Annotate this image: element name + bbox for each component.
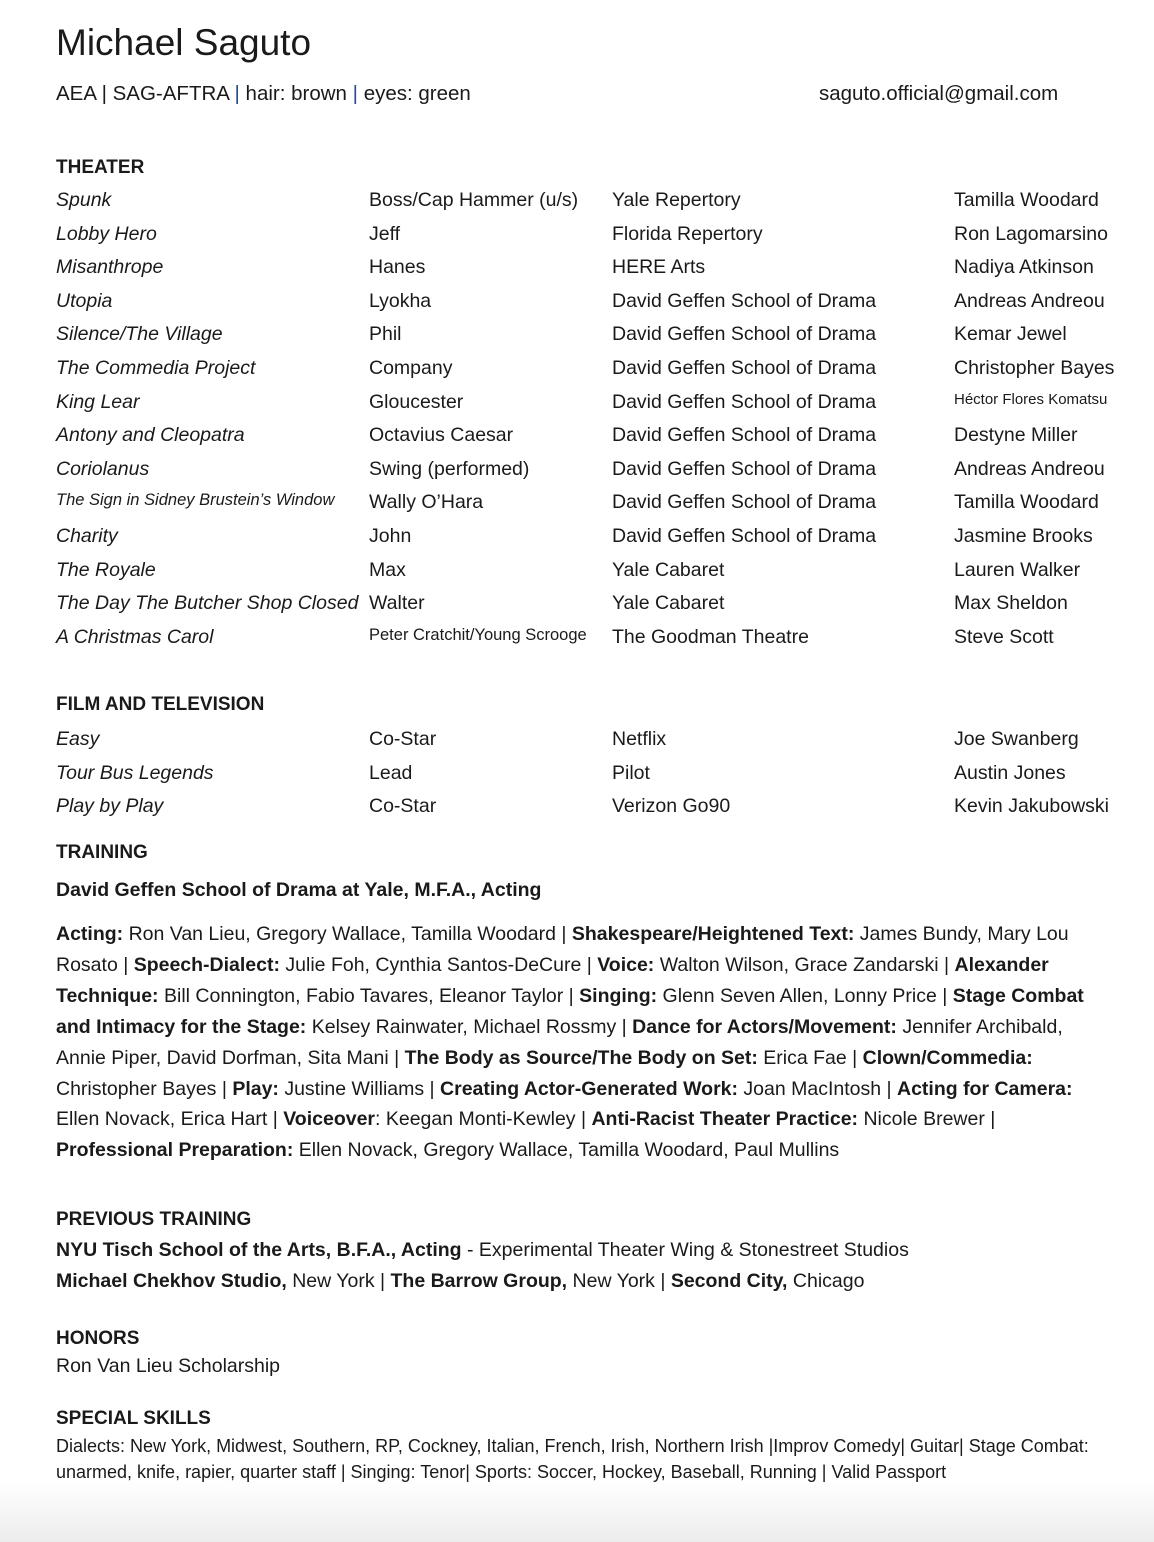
actor-name: Michael Saguto [56,22,312,63]
credit-venue: The Goodman Theatre [612,625,809,648]
credit-row [0,290,1154,320]
credit-row [0,256,1154,286]
training-category: Acting: [56,923,124,945]
credit-row [0,728,1154,758]
credit-director: Steve Scott [954,625,1054,648]
credit-director: Ron Lagomarsino [954,222,1108,245]
credit-row [0,559,1154,589]
credit-venue: Verizon Go90 [612,795,731,818]
credit-row [0,491,1154,521]
training-category: Creating Actor-Generated Work: [440,1077,738,1100]
credit-director: Nadiya Atkinson [954,256,1094,279]
training-category: Anti-Racist Theater Practice: [591,1108,859,1131]
training-category: Dance for Actors/Movement: [632,1015,897,1038]
credit-director: Austin Jones [954,761,1066,784]
training-instructors: Ron Van Lieu, Gregory Wallace, Tamilla Woodard | [123,923,572,945]
credit-venue: Yale Repertory [612,189,741,211]
theater-heading: THEATER [56,157,145,178]
credit-row [0,223,1154,253]
credit-role: Wally O’Hara [369,491,484,514]
page-bottom-shadow [0,1482,1154,1542]
credit-role: John [369,525,412,547]
credit-title: Lobby Hero [56,222,157,245]
skills-heading: SPECIAL SKILLS [56,1408,211,1429]
credit-row [0,458,1154,488]
credit-title: Misanthrope [56,256,164,279]
previous-training-studios [56,1270,864,1293]
credit-director: Destyne Miller [954,424,1078,447]
credit-venue: David Geffen School of Drama [612,457,877,480]
credit-venue: Pilot [612,761,650,784]
credit-role: Lyokha [369,289,432,312]
nyu-school: NYU Tisch School of the Arts, B.F.A., Acting [56,1239,462,1261]
actor-stats [56,82,471,106]
separator: | [101,82,113,105]
training-instructors: Walton Wilson, Grace Zandarski | [654,953,955,976]
credit-row [0,795,1154,825]
training-instructors: Ellen Novack, Erica Hart | [56,1108,284,1131]
credit-title: Easy [56,728,100,750]
training-school: David Geffen School of Drama at Yale, M.F.A., Acting [56,879,542,901]
union-sag: SAG-AFTRA [112,82,235,105]
training-category: Play: [232,1077,279,1100]
training-instructors: Justine Williams | [278,1077,441,1100]
credit-director: Andreas Andreou [954,289,1105,312]
credit-title: The Royale [56,558,156,581]
credit-director: Lauren Walker [954,558,1081,581]
credit-role: Peter Cratchit/Young Scrooge [369,625,587,644]
credit-venue: David Geffen School of Drama [612,491,877,514]
previous-training-nyu [56,1239,909,1262]
credit-title: Antony and Cleopatra [56,424,245,447]
credit-row [0,424,1154,454]
training-instructors: Kelsey Rainwater, Michael Rossmy | [306,1015,633,1038]
credit-role: Co-Star [369,728,437,750]
credit-title: Coriolanus [56,457,150,480]
credit-row [0,626,1154,656]
training-category: Shakespeare/Heightened Text: [571,923,855,945]
credit-director: Héctor Flores Komatsu [954,390,1108,408]
training-instructors: Erica Fae | [757,1046,863,1069]
barrow-group: The Barrow Group, [390,1270,568,1292]
credit-venue: David Geffen School of Drama [612,424,877,447]
credit-role: Walter [369,592,425,615]
training-instructors: Nicole Brewer | [858,1108,996,1131]
credit-role: Jeff [369,222,401,245]
credit-director: Jasmine Brooks [954,525,1093,547]
training-instructors: Christopher Bayes | [56,1077,233,1100]
training-instructors: Julie Foh, Cynthia Santos-DeCure | [280,953,598,976]
credit-director: Christopher Bayes [954,357,1115,379]
training-category: Alexander Technique: [56,953,1049,1007]
training-instructors: Glenn Seven Allen, Lonny Price | [657,984,953,1007]
training-category: Speech-Dialect: [133,953,280,976]
credit-title: The Commedia Project [56,357,256,379]
credit-director: Kevin Jakubowski [954,795,1109,818]
credit-director: Tamilla Woodard [954,491,1099,514]
credit-row [0,323,1154,353]
training-instructors: James Bundy, Mary Lou Rosato | [56,923,1069,976]
credit-director: Max Sheldon [954,592,1068,615]
credit-venue: David Geffen School of Drama [612,289,877,312]
barrow-location: New York | [567,1270,671,1292]
credit-title: Tour Bus Legends [56,761,214,784]
second-city-location: Chicago [787,1270,865,1292]
credit-director: Kemar Jewel [954,323,1067,346]
credit-director: Andreas Andreou [954,457,1105,480]
training-category: Professional Preparation: [56,1139,294,1162]
credit-venue: David Geffen School of Drama [612,390,877,413]
credit-venue: HERE Arts [612,256,706,279]
skills-text: Dialects: New York, Midwest, Southern, RP, Cockney, Italian, French, Irish, Northern Irish |Improv Comedy| Guitar| Stage Combat: unarmed, knife, rapier, quarter staff | Singing: Tenor| Sports: Soccer, Hockey, Baseball, Running | Valid Passport [56,1436,1089,1482]
hair-color: hair: brown [245,82,353,105]
credit-role: Lead [369,761,413,784]
credit-role: Max [369,558,406,581]
honors-heading: HONORS [56,1328,140,1349]
credit-venue: David Geffen School of Drama [612,525,877,547]
training-category: Voice: [597,953,655,976]
training-instructors: Jennifer Archibald, Annie Piper, David Dorfman, Sita Mani | [56,1015,1063,1069]
credit-title: The Day The Butcher Shop Closed [56,592,359,615]
training-category: The Body as Source/The Body on Set: [404,1046,758,1069]
training-category: Clown/Commedia: [862,1046,1033,1069]
credit-row [0,189,1154,219]
credit-title: King Lear [56,390,140,413]
credit-venue: David Geffen School of Drama [612,323,877,346]
credit-role: Phil [369,323,402,346]
training-instructors: : Keegan Monti-Kewley | [375,1108,592,1131]
credit-row [0,391,1154,421]
training-category: Stage Combat and Intimacy for the Stage: [56,984,1084,1038]
nyu-details: - Experimental Theater Wing & Stonestreet Studios [461,1239,909,1261]
training-instructors: Joan MacIntosh | [738,1077,897,1100]
credit-title: The Sign in Sidney Brustein’s Window [56,491,335,510]
credit-title: Silence/The Village [56,323,223,346]
credit-role: Boss/Cap Hammer (u/s) [369,189,579,211]
credit-title: Play by Play [56,795,164,818]
credit-role: Hanes [369,256,426,279]
credit-title: A Christmas Carol [56,625,214,648]
film-heading: FILM AND TELEVISION [56,694,265,715]
credit-venue: Yale Cabaret [612,558,725,581]
email-address[interactable]: saguto.official@gmail.com [819,82,1059,105]
credit-venue: David Geffen School of Drama [612,357,877,379]
credit-row [0,592,1154,622]
credit-role: Co-Star [369,795,437,818]
credit-role: Company [369,357,453,379]
chekhov-location: New York | [286,1270,391,1292]
training-instructors: Bill Connington, Fabio Tavares, Eleanor Taylor | [158,984,580,1007]
credit-role: Octavius Caesar [369,424,514,447]
credit-title: Utopia [56,289,113,312]
credit-role: Gloucester [369,390,464,413]
previous-training-heading: PREVIOUS TRAINING [56,1209,252,1230]
credit-title: Spunk [56,189,112,211]
training-category: Singing: [579,984,658,1007]
credit-director: Joe Swanberg [954,728,1079,750]
credit-director: Tamilla Woodard [954,189,1099,211]
training-details [56,919,1106,1166]
credit-venue: Netflix [612,728,667,750]
credit-title: Charity [56,525,118,547]
credit-row [0,357,1154,387]
honors-text: Ron Van Lieu Scholarship [56,1355,281,1377]
credit-venue: Yale Cabaret [612,592,725,615]
training-category: Acting for Camera: [896,1077,1073,1100]
training-instructors: Ellen Novack, Gregory Wallace, Tamilla Woodard, Paul Mullins [293,1139,840,1162]
credit-row [0,525,1154,555]
training-heading: TRAINING [56,842,148,863]
training-category: Voiceover [283,1108,376,1131]
second-city: Second City, [670,1270,788,1292]
union-aea: AEA [56,82,102,105]
chekhov-studio: Michael Chekhov Studio, [56,1270,287,1292]
separator: | [234,82,246,105]
eye-color: eyes: green [363,82,471,105]
credit-venue: Florida Repertory [612,222,763,245]
separator: | [352,82,364,105]
credit-role: Swing (performed) [369,457,530,480]
credit-row [0,762,1154,792]
